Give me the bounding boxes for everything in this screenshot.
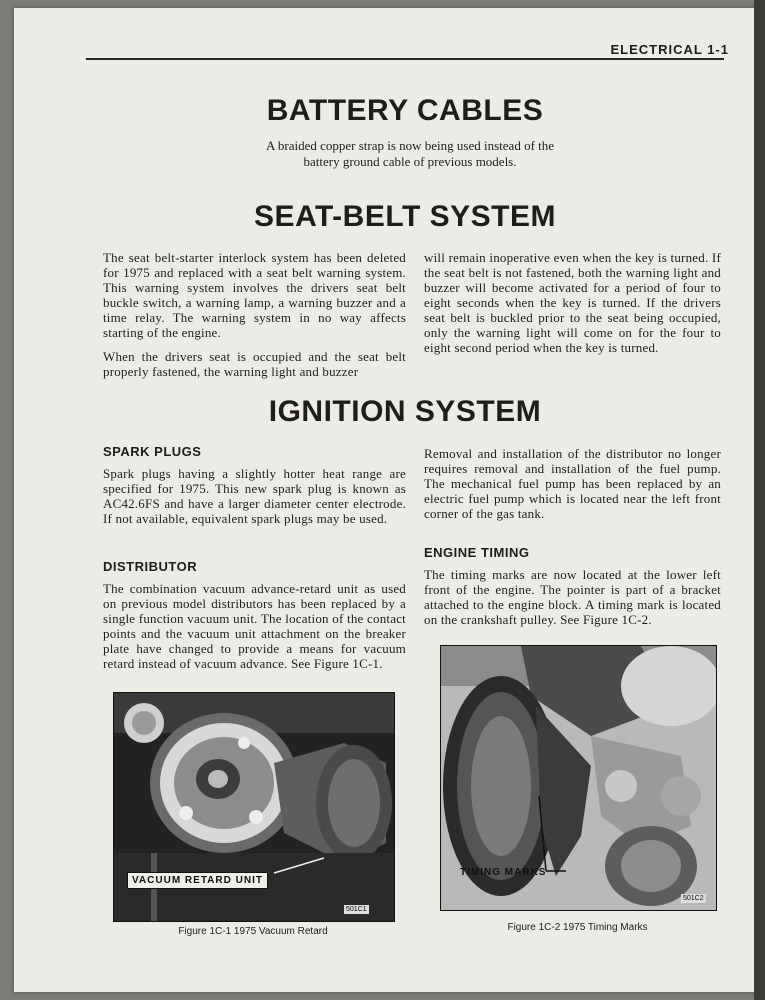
- figure-2-code: 501C2: [683, 895, 704, 902]
- figure-1-caption: Figure 1C-1 1975 Vacuum Retard: [178, 926, 328, 937]
- page-edge: [754, 0, 765, 1000]
- distributor-text: The combination vacuum advance-retard unit as used on previous model distributors has been replaced by a single function vacuum unit. The location of the contact points and the vacuum unit attachment on the breaker plate have changed to provide a means for vacuum retard instead of vacuum advance. See Figure 1C-1.: [103, 581, 406, 671]
- figure-2-caption: Figure 1C-2 1975 Timing Marks: [507, 922, 648, 933]
- seat-belt-paragraph-2: When the drivers seat is occupied and the seat belt properly fastened, the warning light and buzzer: [103, 349, 406, 379]
- running-head: ELECTRICAL 1-1: [610, 42, 729, 57]
- seat-belt-paragraph-1: The seat belt-starter interlock system has been deleted for 1975 and replaced with a seat belt warning system. This warning system involves the drivers seat belt buckle switch, a warning lamp, a warning buzzer and a time relay. The warning system in no way affects starting of the engine.: [103, 250, 406, 340]
- figure-1-code: 501C1: [346, 906, 367, 913]
- engine-timing-heading: ENGINE TIMING: [424, 545, 530, 560]
- header-rule: [86, 58, 724, 60]
- vacuum-retard-callout: [127, 875, 268, 886]
- seat-belt-heading: SEAT-BELT SYSTEM: [254, 200, 556, 233]
- distributor-heading: DISTRIBUTOR: [103, 559, 198, 574]
- timing-marks-callout: TIMING MARKS: [460, 867, 547, 878]
- spark-plugs-text: Spark plugs having a slightly hotter heat range are specified for 1975. This new spark plug is known as AC42.6FS and have a larger diameter center electrode. If not available, equivalent spark plugs may be used.: [103, 466, 406, 526]
- battery-cables-heading: BATTERY CABLES: [266, 94, 544, 127]
- seat-belt-left-column: [103, 250, 406, 388]
- seat-belt-right-column: [424, 250, 721, 364]
- ignition-heading: IGNITION SYSTEM: [268, 395, 542, 428]
- battery-cables-text: A braided copper strap is now being used instead of the battery ground cable of previous models.: [265, 138, 555, 169]
- seat-belt-paragraph-3: will remain inoperative even when the key is turned. If the seat belt is not fastened, both the warning light and buzzer will become activated for a period of four to eight seconds when the key is turned. If the drivers seat belt is buckled prior to the seat being occupied, only the warning light will come on for the four to eight second period when the key is turned.: [424, 250, 721, 355]
- vacuum-retard-label: VACUUM RETARD UNIT: [127, 872, 268, 889]
- engine-timing-text: The timing marks are now located at the lower left front of the engine. The pointer is part of a bracket attached to the engine block. A timing mark is located on the crankshaft pulley. See Figure 1C-2.: [424, 567, 721, 627]
- distributor-removal-text: Removal and installation of the distributor no longer requires removal and installation of the fuel pump. The mechanical fuel pump has been replaced by an electric fuel pump which is located near the left front corner of the gas tank.: [424, 446, 721, 521]
- spark-plugs-heading: SPARK PLUGS: [103, 444, 202, 459]
